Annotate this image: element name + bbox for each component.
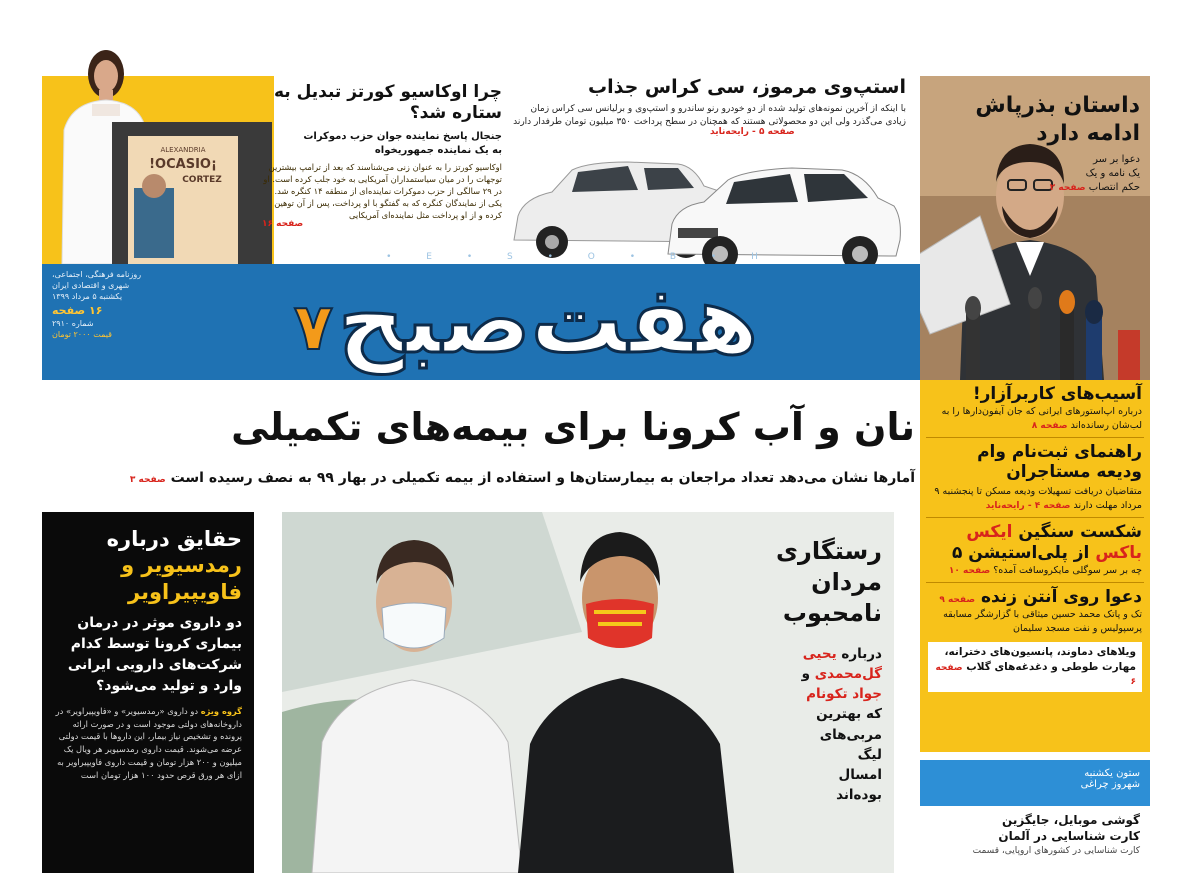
- column-headline-2: کارت شناسایی در آلمان: [998, 829, 1140, 844]
- coaches-l2: مربی‌های: [819, 726, 882, 743]
- cars-headline[interactable]: استپ‌وی مرموز، سی کراس جذاب: [588, 76, 906, 98]
- column-author: شهروز چراغی: [1080, 779, 1140, 790]
- aoc-subhead-1: جنجال پاسخ نماینده جوان حزب دموکرات: [303, 130, 502, 142]
- right-item-2-ref[interactable]: صفحه ۴ - رایحه‌ناید: [985, 500, 1071, 511]
- main-headline[interactable]: نان و آب کرونا برای بیمه‌های تکمیلی: [231, 405, 915, 449]
- aoc-text-block: [262, 82, 502, 264]
- masthead-date: یکشنبه ۵ مرداد ۱۳۹۹: [52, 291, 123, 301]
- right-item-2-body: [928, 485, 1142, 513]
- drugs-headline-3[interactable]: فاویپیراویر: [128, 579, 242, 604]
- coaches-text: [712, 536, 882, 806]
- logo-digit: ۷: [293, 291, 333, 365]
- coaches-and: و: [801, 665, 811, 682]
- aoc-photo: [42, 40, 274, 264]
- right-item-1-ref[interactable]: صفحه ۸: [1031, 421, 1068, 432]
- poster-text-2: ¡OCASIO!: [149, 157, 217, 172]
- right-item-3-ref[interactable]: صفحه ۱۰: [948, 566, 991, 577]
- aoc-page-ref[interactable]: صفحه ۱۶: [262, 218, 304, 229]
- poster-text-1: ALEXANDRIA: [160, 146, 206, 154]
- right-item-3-title: [928, 522, 1142, 565]
- coaches-l3: لیگ: [857, 746, 882, 763]
- masthead-info-2: شهری و اقتصادی ایران: [52, 280, 130, 290]
- coaches-l4: امسال: [838, 767, 882, 784]
- bazrpash-body-1: دعوا بر سر: [1093, 154, 1140, 165]
- right-item-2-title: راهنمای ثبت‌نام وام ودیعه مستاجران: [977, 442, 1142, 483]
- masthead-price: قیمت ۲۰۰۰ تومان: [52, 330, 112, 340]
- right-item-2[interactable]: [920, 442, 1150, 513]
- drugs-headline-2[interactable]: رمدسیویر و: [121, 553, 242, 578]
- bazrpash-headline-1[interactable]: داستان بذرپاش: [975, 93, 1140, 118]
- drugs-headline-1[interactable]: حقایق درباره: [106, 527, 242, 551]
- divider: [926, 582, 1144, 583]
- logo-text: هفت‌صبح: [338, 267, 759, 374]
- bazrpash-body-2: یک نامه و یک: [1085, 168, 1140, 179]
- bazrpash-text: [940, 92, 1140, 195]
- right-item-1-body-text: درباره اپ‌استورهای ایرانی که جان آیفون‌دارها را به لب‌شان رسانده‌اند: [941, 406, 1142, 432]
- masthead-issue: شماره ۲۹۱۰: [52, 319, 94, 329]
- column-header: [920, 760, 1150, 806]
- masthead-info: [52, 270, 192, 341]
- right-item-5[interactable]: [928, 642, 1142, 692]
- column-box[interactable]: [920, 760, 1150, 873]
- aoc-subhead-2: به یک نماینده جمهوریخواه: [374, 144, 502, 156]
- main-subheadline: [60, 470, 915, 486]
- right-item-2-body-text: متقاضیان دریافت تسهیلات ودیعه مسکن تا پنجشنبه ۹ مرداد مهلت دارند: [934, 485, 1142, 511]
- coaches-headline-2[interactable]: مردان: [811, 568, 882, 597]
- poster-text-3: CORTEZ: [182, 175, 222, 185]
- column-body: کارت شناسایی در کشورهای اروپایی، قسمت: [972, 846, 1140, 857]
- cars-story: [510, 76, 906, 166]
- right-item-3-title-b: ایکس باکس: [966, 521, 1142, 563]
- drugs-story-box: [42, 512, 254, 873]
- coaches-l5: بوده‌اند: [836, 787, 882, 804]
- right-news-column: [920, 380, 1150, 752]
- bazrpash-body-3-text: حکم انتصاب: [1088, 182, 1140, 193]
- right-item-3-body-text: چه بر سر سوگلی مایکروسافت آمده؟: [993, 565, 1142, 577]
- aoc-headline[interactable]: چرا اوکاسیو کورتز تبدیل به ستاره شد؟: [274, 82, 502, 124]
- right-item-3-title-a: شکست سنگین: [1018, 521, 1142, 542]
- coaches-body: [712, 644, 882, 806]
- right-item-5-ref[interactable]: صفحه ۶: [935, 662, 1136, 688]
- masthead-pattern: • E • S • O • B • H: [386, 252, 774, 262]
- column-label: ستون یکشنبه: [1084, 768, 1140, 779]
- aoc-body: اوکاسیو کورتز را به عنوان زنی می‌شناسند که بعد از ترامپ بیشترین توجهات را در میان سیاستمداران آمریکایی به خود جلب کرده است. او در ۲۹ سالگی از حزب دموکرات نماینده‌ای از منطقه ۱۴ کنگره شد. یکی از نمایندگان کنگره که به گفتگو با او پرداخت، پس از آن توهین کرده و از او پرداخت مثل نماینده‌ای آمریکایی: [263, 161, 502, 220]
- masthead-pages: ۱۶ صفحه: [52, 304, 103, 318]
- right-item-1[interactable]: [920, 380, 1150, 433]
- coaches-p1: درباره: [841, 645, 882, 662]
- right-item-4-title: [928, 587, 1142, 608]
- right-item-4-body: تک و پاتک محمد حسین میثاقی با گزارشگر مسابقه پرسپولیس و نفت مسجد سلیمان: [943, 609, 1142, 635]
- coaches-headline-1[interactable]: رستگاری: [776, 537, 882, 565]
- cars-page-ref[interactable]: صفحه ۵ - رایحه‌ناید: [710, 126, 795, 137]
- divider: [926, 517, 1144, 518]
- bazrpash-page-ref[interactable]: صفحه ۲: [1049, 183, 1086, 193]
- cars-body: با اینکه از آخرین نمونه‌های تولید شده از دو خودرو رنو ساندرو و استپ‌وی و برلیانس سی کراس زمان زیادی می‌گذرد ولی این دو محصولاتی هستند که همچنان در سطح پرداخت ۳۵۰ میلیون تومان طرفدار دارند: [513, 103, 906, 127]
- coaches-name2: جواد تکونام: [806, 686, 882, 703]
- right-item-3[interactable]: [920, 522, 1150, 579]
- cars-photo: [508, 158, 904, 266]
- right-item-4-title-text: دعوا روی آنتن زنده: [981, 587, 1142, 608]
- right-item-5-title: [934, 645, 1136, 689]
- drugs-sub: دو داروی موثر در درمان بیماری کرونا توسط کدام شرکت‌های دارویی ایرانی وارد و تولید می‌شود؟: [67, 614, 242, 694]
- masthead-info-1: روزنامه فرهنگی، اجتماعی،: [52, 270, 142, 279]
- drugs-body-wrap: [50, 705, 242, 782]
- drugs-kicker: گروه ویژه: [200, 705, 242, 716]
- right-item-5-title-text: ویلاهای دماوند، پانسیون‌های دخترانه، مهارت طوطی و دغدغه‌های گلاب: [944, 645, 1136, 673]
- right-top-photo-block: [920, 76, 1150, 380]
- divider: [926, 437, 1144, 438]
- drugs-body: دو داروی «رمدسیویر» و «فاویپیراویر» در داروخانه‌های دولتی موجود است و در صورت ارائه پرونده و تشخیص نیاز بیمار، این داروها با قیمت دولتی عرضه می‌شوند. قیمت داروی رمدسیویر هر ویال یک میلیون و ۲۰۰ هزار تومان و قیمت داروی فاویپیراویر به ازای هر ورق قرص حدود ۱۰۰ هزار تومان است: [55, 705, 242, 781]
- right-item-3-body: [928, 564, 1142, 578]
- main-page-ref[interactable]: صفحه ۳: [129, 475, 166, 485]
- coaches-name1: یحیی: [802, 645, 837, 662]
- right-item-4[interactable]: [920, 587, 1150, 636]
- right-item-3-title-c: از پلی‌استیشن ۵: [952, 542, 1090, 563]
- right-item-4-ref[interactable]: صفحه ۹: [939, 595, 976, 606]
- column-headline-1: گوشی موبایل، جایگزین: [1002, 813, 1140, 827]
- main-sub-text: آمارها نشان می‌دهد تعداد مراجعان به بیمارستان‌ها و استفاده از بیمه تکمیلی در بهار ۹۹ به نصف رسیده است: [170, 470, 915, 486]
- coaches-headline-3[interactable]: نامحبوب: [782, 599, 882, 628]
- bazrpash-body-3: [940, 181, 1140, 195]
- coaches-name1b: گل‌محمدی: [814, 665, 882, 682]
- bazrpash-headline-2[interactable]: ادامه دارد: [1036, 120, 1140, 146]
- masthead-logo[interactable]: [246, 262, 806, 380]
- right-item-1-body: [928, 405, 1142, 433]
- coaches-l1: که بهترین: [816, 706, 882, 723]
- right-item-1-title: آسیب‌های کاربرآزار!: [972, 384, 1142, 404]
- coaches-illustration: [282, 512, 894, 873]
